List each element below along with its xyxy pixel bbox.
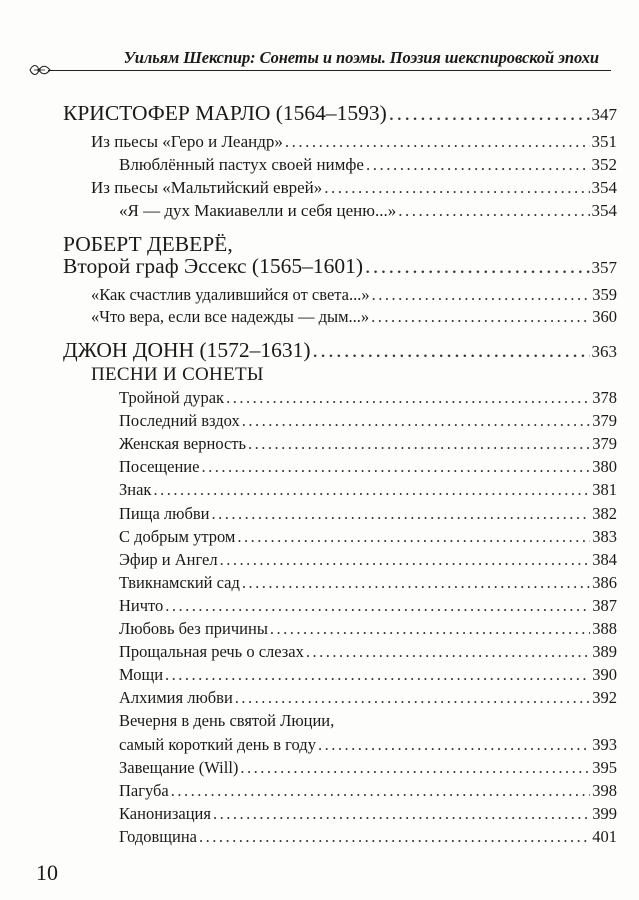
toc-entry-title: «Как счастлив удалившийся от света...» bbox=[91, 285, 370, 304]
toc-entry[interactable] bbox=[119, 642, 617, 662]
toc-entry-title: «Что вера, если все надежды — дым...» bbox=[91, 307, 370, 326]
toc-leader-dots bbox=[213, 804, 590, 824]
toc-leader-dots bbox=[165, 596, 590, 616]
toc-leader-dots bbox=[153, 480, 590, 500]
toc-entry-title: Мощи bbox=[119, 665, 164, 685]
toc-entry-title-line1[interactable]: Вечерня в день святой Люции, bbox=[119, 711, 335, 731]
toc-entry-title: Любовь без причины bbox=[119, 619, 268, 638]
toc-entry[interactable] bbox=[119, 411, 617, 431]
toc-entry-page: 380 bbox=[592, 457, 617, 477]
toc-leader-dots bbox=[270, 619, 590, 639]
toc-entry[interactable] bbox=[119, 804, 617, 824]
toc-entry-title: Второй граф Эссекс (1565–1601) bbox=[63, 254, 363, 278]
toc-leader-dots bbox=[171, 781, 590, 801]
toc-entry-page: 382 bbox=[592, 503, 617, 523]
toc-entry-page: 389 bbox=[592, 642, 617, 662]
toc-entry[interactable] bbox=[119, 527, 617, 547]
toc-leader-dots bbox=[242, 411, 591, 431]
toc-entry[interactable] bbox=[119, 665, 617, 685]
toc-entry[interactable] bbox=[91, 307, 617, 327]
toc-entry-title: Знак bbox=[119, 480, 152, 500]
toc-entry[interactable] bbox=[119, 480, 617, 500]
toc-leader-dots bbox=[242, 573, 590, 593]
toc-entry[interactable] bbox=[119, 827, 617, 847]
toc-author-devereux[interactable] bbox=[63, 254, 617, 279]
toc-entry-page: 398 bbox=[592, 780, 617, 800]
toc-entry[interactable] bbox=[119, 596, 617, 616]
toc-entry-page: 392 bbox=[592, 688, 617, 708]
toc-leader-dots bbox=[398, 201, 589, 221]
toc-leader-dots bbox=[389, 101, 590, 126]
toc-leader-dots bbox=[324, 178, 589, 198]
toc-leader-dots bbox=[201, 457, 590, 477]
toc-leader-dots bbox=[248, 434, 590, 454]
toc-leader-dots bbox=[372, 285, 591, 305]
toc-entry-page: 387 bbox=[592, 595, 617, 615]
running-header bbox=[24, 40, 611, 76]
toc-author-marlowe[interactable] bbox=[63, 101, 617, 126]
toc-entry[interactable] bbox=[91, 285, 617, 305]
toc-entry[interactable] bbox=[119, 688, 617, 708]
toc-leader-dots bbox=[226, 388, 590, 408]
toc-entry-page: 354 bbox=[591, 178, 617, 197]
toc-entry-page: 352 bbox=[591, 155, 617, 174]
toc-entry-title: «Я — дух Макиавелли и себя ценю...» bbox=[119, 201, 397, 220]
toc-entry[interactable] bbox=[119, 504, 617, 524]
toc-entry-page: 363 bbox=[591, 342, 617, 361]
toc-entry-page: 401 bbox=[592, 826, 617, 846]
toc-entry-page: 359 bbox=[592, 285, 617, 304]
toc-entry-title: Алхимия любви bbox=[119, 688, 233, 708]
toc-entry-page: 351 bbox=[591, 132, 617, 151]
toc-leader-dots bbox=[318, 735, 590, 755]
toc-section-heading: ПЕСНИ И СОНЕТЫ bbox=[91, 364, 264, 385]
toc-entry[interactable] bbox=[119, 201, 617, 221]
toc-leader-dots bbox=[199, 827, 590, 847]
toc-entry-title: Канонизация bbox=[119, 803, 211, 823]
toc-entry-page: 386 bbox=[592, 572, 617, 592]
toc-leader-dots bbox=[366, 155, 590, 175]
header-title: Уильям Шекспир: Сонеты и поэмы. Поэзия шекспировской эпохи bbox=[123, 48, 599, 67]
toc-entry-title: Последний вздох bbox=[119, 411, 240, 431]
toc-entry[interactable] bbox=[119, 758, 617, 778]
toc-entry-title: ДЖОН ДОНН (1572–1631) bbox=[63, 338, 311, 362]
toc-entry-page: 357 bbox=[591, 258, 617, 277]
toc-entry[interactable] bbox=[119, 781, 617, 801]
toc-entry[interactable] bbox=[119, 619, 617, 639]
toc-entry-page: 395 bbox=[592, 757, 617, 777]
toc-entry-title: Из пьесы «Мальтийский еврей» bbox=[91, 178, 323, 197]
toc-entry-title: самый короткий день в году bbox=[119, 734, 316, 754]
toc-entry-page: 393 bbox=[592, 734, 617, 754]
toc-leader-dots bbox=[371, 307, 590, 327]
toc-author-donne[interactable] bbox=[63, 338, 617, 363]
toc-entry[interactable] bbox=[119, 550, 617, 570]
toc-entry-title: Тройной дурак bbox=[119, 388, 225, 407]
toc-entry-title: С добрым утром bbox=[119, 526, 236, 546]
toc-entry-page: 360 bbox=[592, 307, 617, 326]
toc-leader-dots bbox=[240, 758, 590, 778]
toc-entry[interactable] bbox=[91, 178, 617, 198]
toc-leader-dots bbox=[220, 550, 591, 570]
toc-entry-page: 399 bbox=[592, 803, 617, 823]
toc-entry-title: Твикнамский сад bbox=[119, 572, 240, 592]
toc-leader-dots bbox=[306, 642, 590, 662]
toc-entry-page: 388 bbox=[592, 619, 617, 638]
toc-entry[interactable] bbox=[119, 434, 617, 454]
toc-entry[interactable] bbox=[119, 573, 617, 593]
toc-entry-page: 379 bbox=[592, 411, 617, 431]
toc-entry-page: 347 bbox=[591, 105, 617, 124]
toc-entry-title: Из пьесы «Геро и Леандр» bbox=[91, 132, 283, 151]
page-number: 10 bbox=[36, 860, 58, 885]
toc-entry-page: 390 bbox=[592, 665, 617, 685]
toc-entry-page: 379 bbox=[592, 434, 617, 454]
toc-leader-dots bbox=[165, 665, 590, 685]
toc-entry[interactable] bbox=[119, 457, 617, 477]
toc-leader-dots bbox=[211, 504, 590, 524]
toc-entry-title: Эфир и Ангел bbox=[119, 549, 218, 569]
toc-leader-dots bbox=[313, 338, 590, 363]
toc-entry[interactable] bbox=[91, 132, 617, 152]
toc-leader-dots bbox=[285, 132, 590, 152]
toc-entry-page: 381 bbox=[592, 480, 617, 500]
toc-entry-title: КРИСТОФЕР МАРЛО (1564–1593) bbox=[63, 101, 387, 125]
toc-leader-dots bbox=[235, 688, 590, 708]
toc-entry-title: Пища любви bbox=[119, 503, 210, 523]
toc-entry-title: Годовщина bbox=[119, 826, 197, 846]
toc-entry-page: 354 bbox=[591, 201, 617, 220]
toc-entry-title: Посещение bbox=[119, 457, 200, 477]
toc-entry[interactable] bbox=[119, 155, 617, 175]
toc-entry-title: Прощальная речь о слезах bbox=[119, 642, 304, 662]
toc-entry-title: Завещание (Will) bbox=[119, 757, 239, 777]
toc-entry-title: Влюблённый пастух своей нимфе bbox=[119, 155, 364, 174]
toc-entry[interactable] bbox=[119, 735, 617, 755]
header-rule bbox=[48, 70, 611, 71]
toc-author-devereux-line1[interactable]: РОБЕРТ ДЕВЕРЁ, bbox=[63, 232, 233, 256]
toc-entry-title: Женская верность bbox=[119, 434, 247, 454]
toc-entry[interactable] bbox=[119, 388, 617, 408]
toc-leader-dots bbox=[365, 254, 590, 279]
toc-entry-page: 383 bbox=[592, 526, 617, 546]
toc-entry-page: 384 bbox=[592, 549, 617, 569]
toc-entry-title: Пагуба bbox=[119, 780, 169, 800]
toc-entry-title: Ничто bbox=[119, 595, 164, 615]
toc-entry-page: 378 bbox=[592, 388, 617, 407]
toc-leader-dots bbox=[237, 527, 590, 547]
